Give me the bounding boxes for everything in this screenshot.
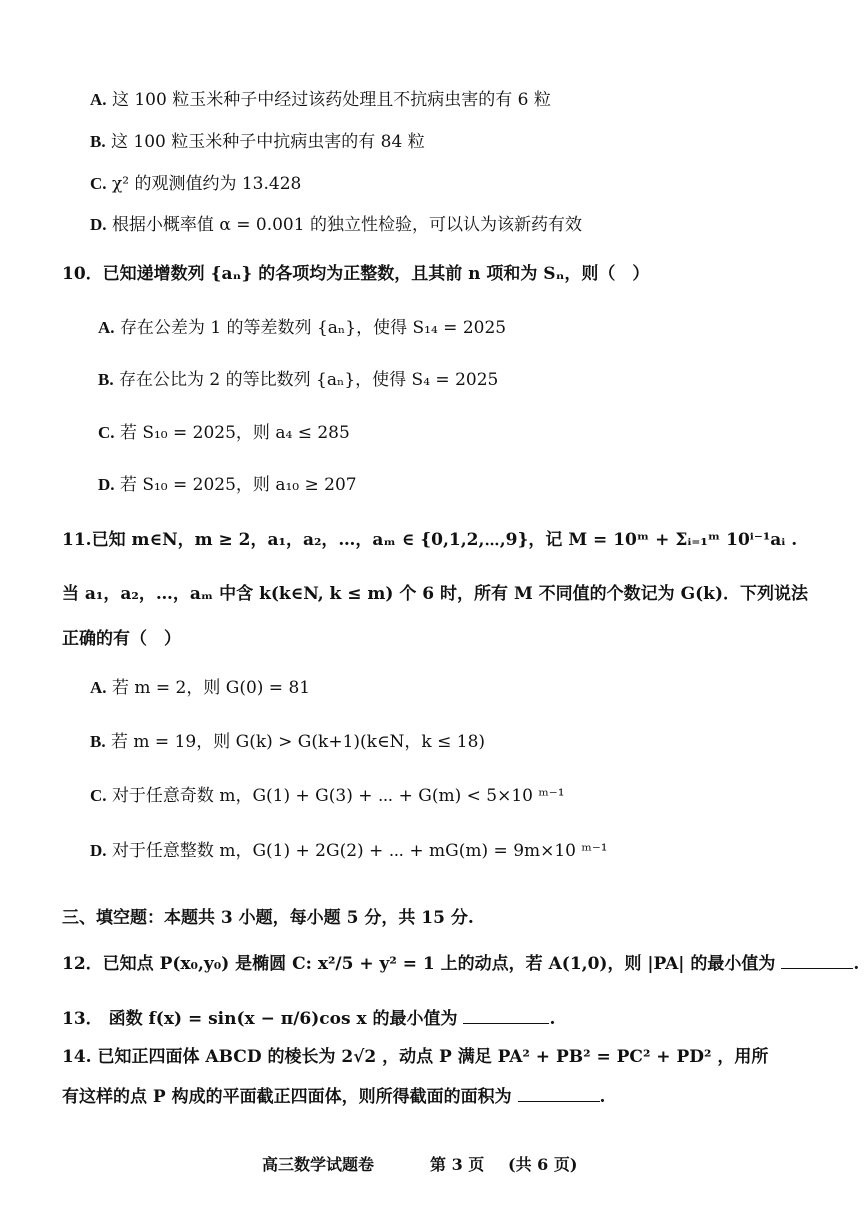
section-title: 三、填空题：本题共 3 小题，每小题 5 分，共 15 分. [62, 908, 474, 928]
option-label: B. [90, 732, 106, 751]
q11-option-b [90, 730, 485, 754]
option-text: 根据小概率值 α = 0.001 的独立性检验，可以认为该新药有效 [111, 215, 582, 235]
q11-option-d [90, 839, 608, 863]
q9-option-a [90, 88, 551, 112]
option-text: 对于任意奇数 m，G(1) + G(3) + ⋯ + G(m) < 5×10 ᵐ⁻¹ [111, 786, 565, 806]
exam-title: 高三数学试题卷 [262, 1155, 375, 1174]
q14-text: 有这样的点 P 构成的平面截正四面体，则所得截面的面积为 [62, 1087, 512, 1107]
q11-stem-line3: 正确的有（ ） [62, 629, 181, 649]
option-text: 这 100 粒玉米种子中经过该药处理且不抗病虫害的有 6 粒 [111, 90, 551, 110]
option-text: 对于任意整数 m，G(1) + 2G(2) + ⋯ + mG(m) = 9m×10 ᵐ⁻¹ [111, 841, 608, 861]
option-label: A. [98, 318, 115, 337]
answer-blank[interactable] [781, 950, 853, 969]
q11-option-a [90, 676, 310, 700]
option-text: 若 m = 2，则 G(0) = 81 [111, 678, 311, 698]
q11-option-c [90, 784, 565, 808]
option-label: B. [98, 370, 114, 389]
option-text: 若 S₁₀ = 2025，则 a₄ ≤ 285 [119, 423, 350, 443]
option-text: χ² 的观测值约为 13.428 [111, 174, 302, 194]
q10-option-c [98, 421, 350, 445]
q9-option-d [90, 213, 582, 237]
option-text: 存在公差为 1 的等差数列 {aₙ}，使得 S₁₄ = 2025 [119, 318, 507, 338]
option-label: C. [90, 174, 107, 193]
total-pages: (共 6 页) [508, 1155, 578, 1174]
q10-option-a [98, 316, 506, 340]
option-label: C. [98, 423, 115, 442]
option-text: 存在公比为 2 的等比数列 {aₙ}，使得 S₄ = 2025 [119, 370, 499, 390]
q13-line: 13． 函数 f(x) = sin(x − π/6)cos x 的最小值为 . [62, 1005, 555, 1031]
answer-blank[interactable] [463, 1005, 549, 1024]
option-label: D. [98, 475, 115, 494]
option-text: 这 100 粒玉米种子中抗病虫害的有 84 粒 [111, 132, 425, 152]
option-label: C. [90, 786, 107, 805]
q9-option-c [90, 172, 301, 196]
answer-blank[interactable] [518, 1083, 600, 1102]
option-label: D. [90, 841, 107, 860]
option-label: A. [90, 678, 107, 697]
option-label: A. [90, 90, 107, 109]
option-text: 若 m = 19，则 G(k) > G(k+1)(k∈N，k ≤ 18) [111, 732, 486, 752]
q11-stem-line1: 11.已知 m∈N，m ≥ 2，a₁，a₂，…，aₘ ∈ {0,1,2,⋯,9}，记 M = 10ᵐ + Σᵢ₌₁ᵐ 10ⁱ⁻¹aᵢ . [62, 530, 798, 550]
q10-stem: 10．已知递增数列 {aₙ} 的各项均为正整数，且其前 n 项和为 Sₙ，则（ ） [62, 264, 650, 284]
q10-option-b [98, 368, 498, 392]
q10-option-d [98, 473, 357, 497]
q11-stem-line2: 当 a₁，a₂，…，aₘ 中含 k(k∈N, k ≤ m) 个 6 时，所有 M 不同值的个数记为 G(k)．下列说法 [62, 584, 808, 604]
option-text: 若 S₁₀ = 2025，则 a₁₀ ≥ 207 [119, 475, 357, 495]
page-number: 第 3 页 [430, 1155, 485, 1174]
q14-line1: 14. 已知正四面体 ABCD 的棱长为 2√2 ，动点 P 满足 PA² + PB² = PC² + PD² ，用所 [62, 1047, 769, 1067]
q9-option-b [90, 130, 425, 154]
q13-text: 13． 函数 f(x) = sin(x − π/6)cos x 的最小值为 [62, 1009, 458, 1029]
q14-line2: 有这样的点 P 构成的平面截正四面体，则所得截面的面积为 . [62, 1083, 605, 1109]
q12-text: 12．已知点 P(x₀,y₀) 是椭圆 C: x²/5 + y² = 1 上的动点，若 A(1,0)，则 |PA| 的最小值为 [62, 954, 776, 974]
option-label: D. [90, 215, 107, 234]
q12-line: 12．已知点 P(x₀,y₀) 是椭圆 C: x²/5 + y² = 1 上的动点，若 A(1,0)，则 |PA| 的最小值为 . [62, 950, 859, 976]
option-label: B. [90, 132, 106, 151]
